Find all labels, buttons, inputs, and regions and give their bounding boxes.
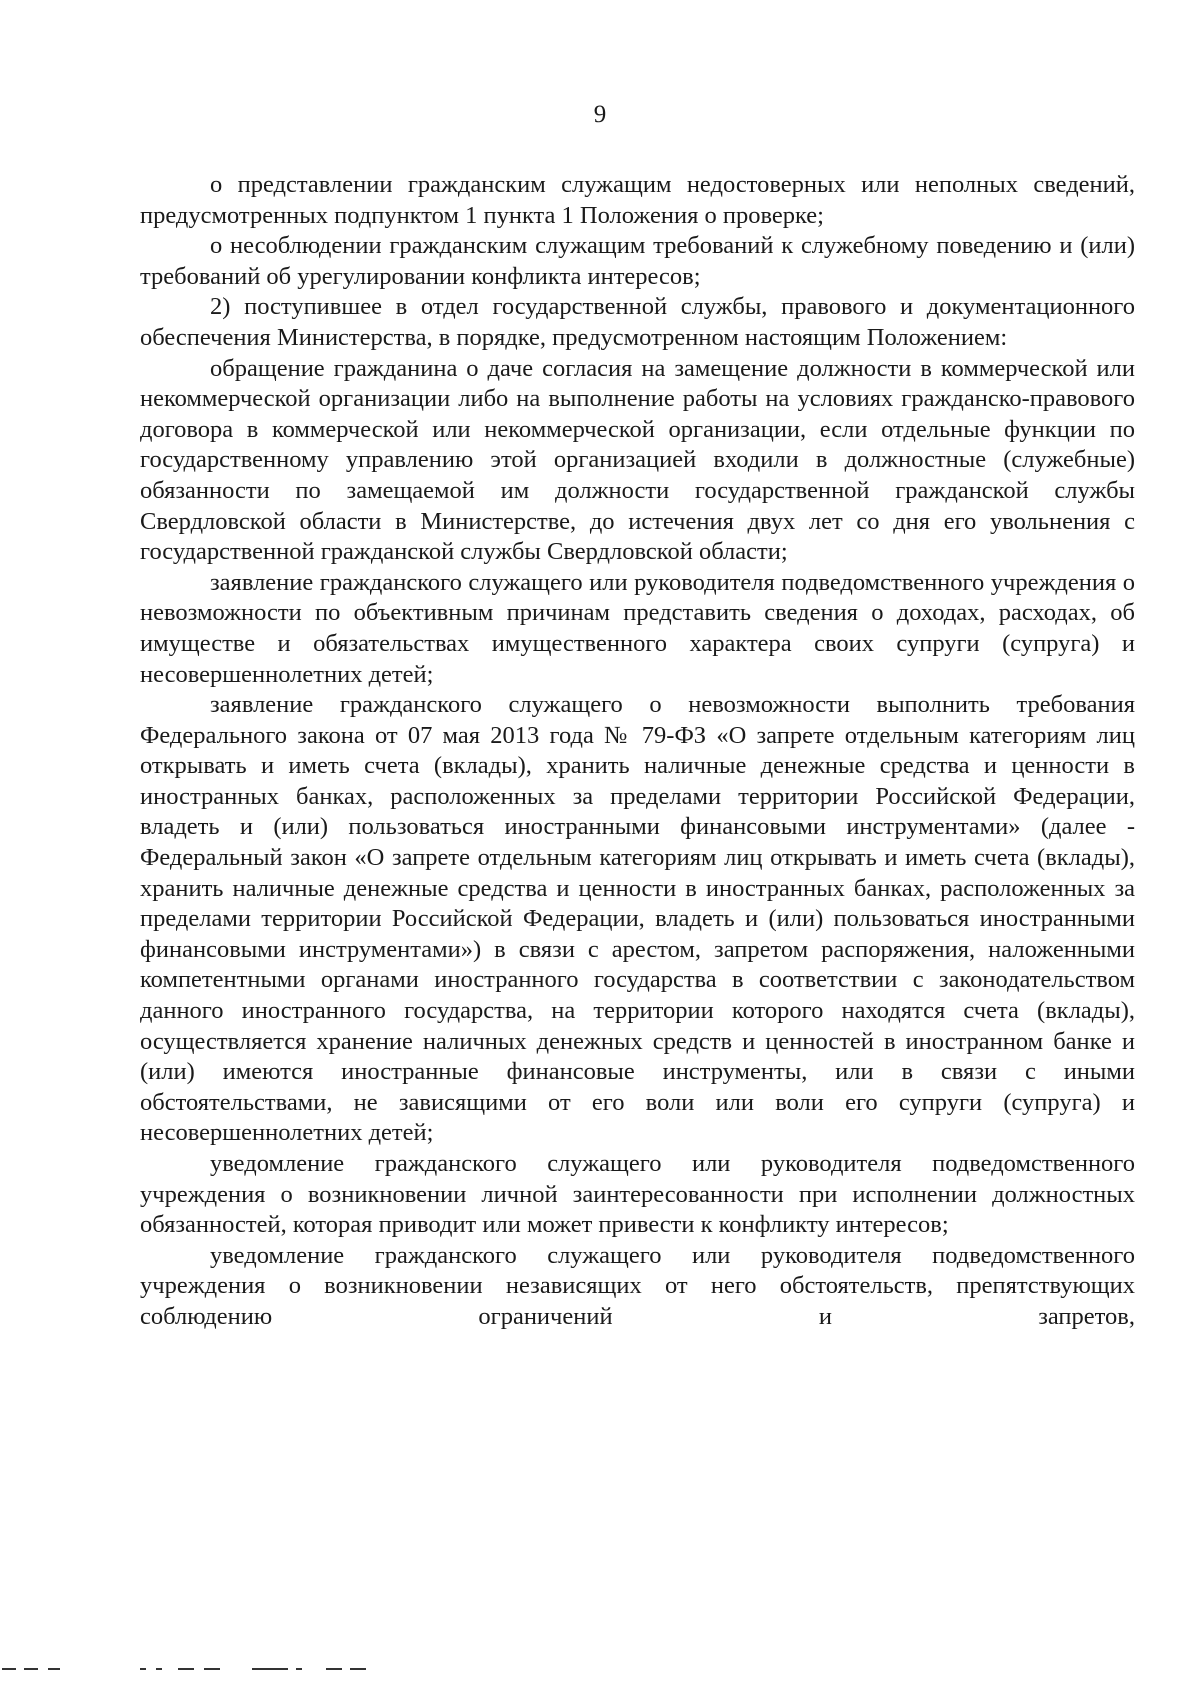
paragraph-conduct-requirements: о несоблюдении гражданским служащим требований к служебному поведению и (или) требований об урегулировании конфликта интересов; <box>140 232 1135 290</box>
paragraph-citizen-request: обращение гражданина о даче согласия на замещение должности в коммерческой или некоммерческой организации либо на выполнение работы на условиях гражданско-правового договора в коммерческой или некоммерческой организации, если отдельные функции по государственному управлению этой организацией входили в должностные (служебные) обязанности по замещаемой им должности государственной гражданской службы Свердловской области в Министерстве, до истечения двух лет со дня его увольнения с государственной гражданской службы Свердловской области; <box>140 354 1135 566</box>
paragraph-foreign-accounts: заявление гражданского служащего о невозможности выполнить требования Федерального закона от 07 мая 2013 года № 79-ФЗ «О запрете отдельным категориям лиц открывать и иметь счета (вклады), хранить наличные денежные средства и ценности в иностранных банках, расположенных за пределами территории Российской Федерации, владеть и (или) пользоваться иностранными финансовыми инструментами» (далее - Федеральный закон «О запрете отдельным категориям лиц открывать и иметь счета (вклады), хранить наличные денежные средства и ценности в иностранных банках, расположенных за пределами территории Российской Федерации, владеть и (или) пользоваться иностранными финансовыми инструментами») в связи с арестом, запретом распоряжения, наложенными компетентными органами иностранного государства в соответствии с законодательством данного иностранного государства, на территории которого находятся счета (вклады), осуществляется хранение наличных денежных средств и ценностей в иностранном банке и (или) имеются иностранные финансовые инструменты, или в связи с иными обстоятельствами, не зависящими от его воли или воли его супруги (супруга) и несовершеннолетних детей; <box>140 691 1135 1147</box>
paragraph-received-item-2: 2) поступившее в отдел государственной службы, правового и документационного обеспечения Министерства, в порядке, предусмотренном настоящим Положением: <box>140 293 1135 351</box>
page-number: 9 <box>593 101 607 128</box>
paragraph-income-statement: заявление гражданского служащего или руководителя подведомственного учреждения о невозможности по объективным причинам представить сведения о доходах, расходах, об имуществе и обязательствах имущественного характера своих супруги (супруга) и несовершеннолетних детей; <box>140 568 1135 688</box>
paragraph-conflict-notice: уведомление гражданского служащего или руководителя подведомственного учреждения о возникновении личной заинтересованности при исполнении должностных обязанностей, которая приводит или может привести к конфликту интересов; <box>140 1150 1135 1239</box>
document-body <box>140 170 1135 1333</box>
paragraph-circumstances-notice: уведомление гражданского служащего или руководителя подведомственного учреждения о возникновении независящих от него обстоятельств, препятствующих соблюдению ограничений и запретов, <box>140 1241 1135 1330</box>
scan-artifact-marks <box>0 1668 400 1674</box>
paragraph-false-info: о представлении гражданским служащим недостоверных или неполных сведений, предусмотренных подпунктом 1 пункта 1 Положения о проверке; <box>140 171 1135 229</box>
